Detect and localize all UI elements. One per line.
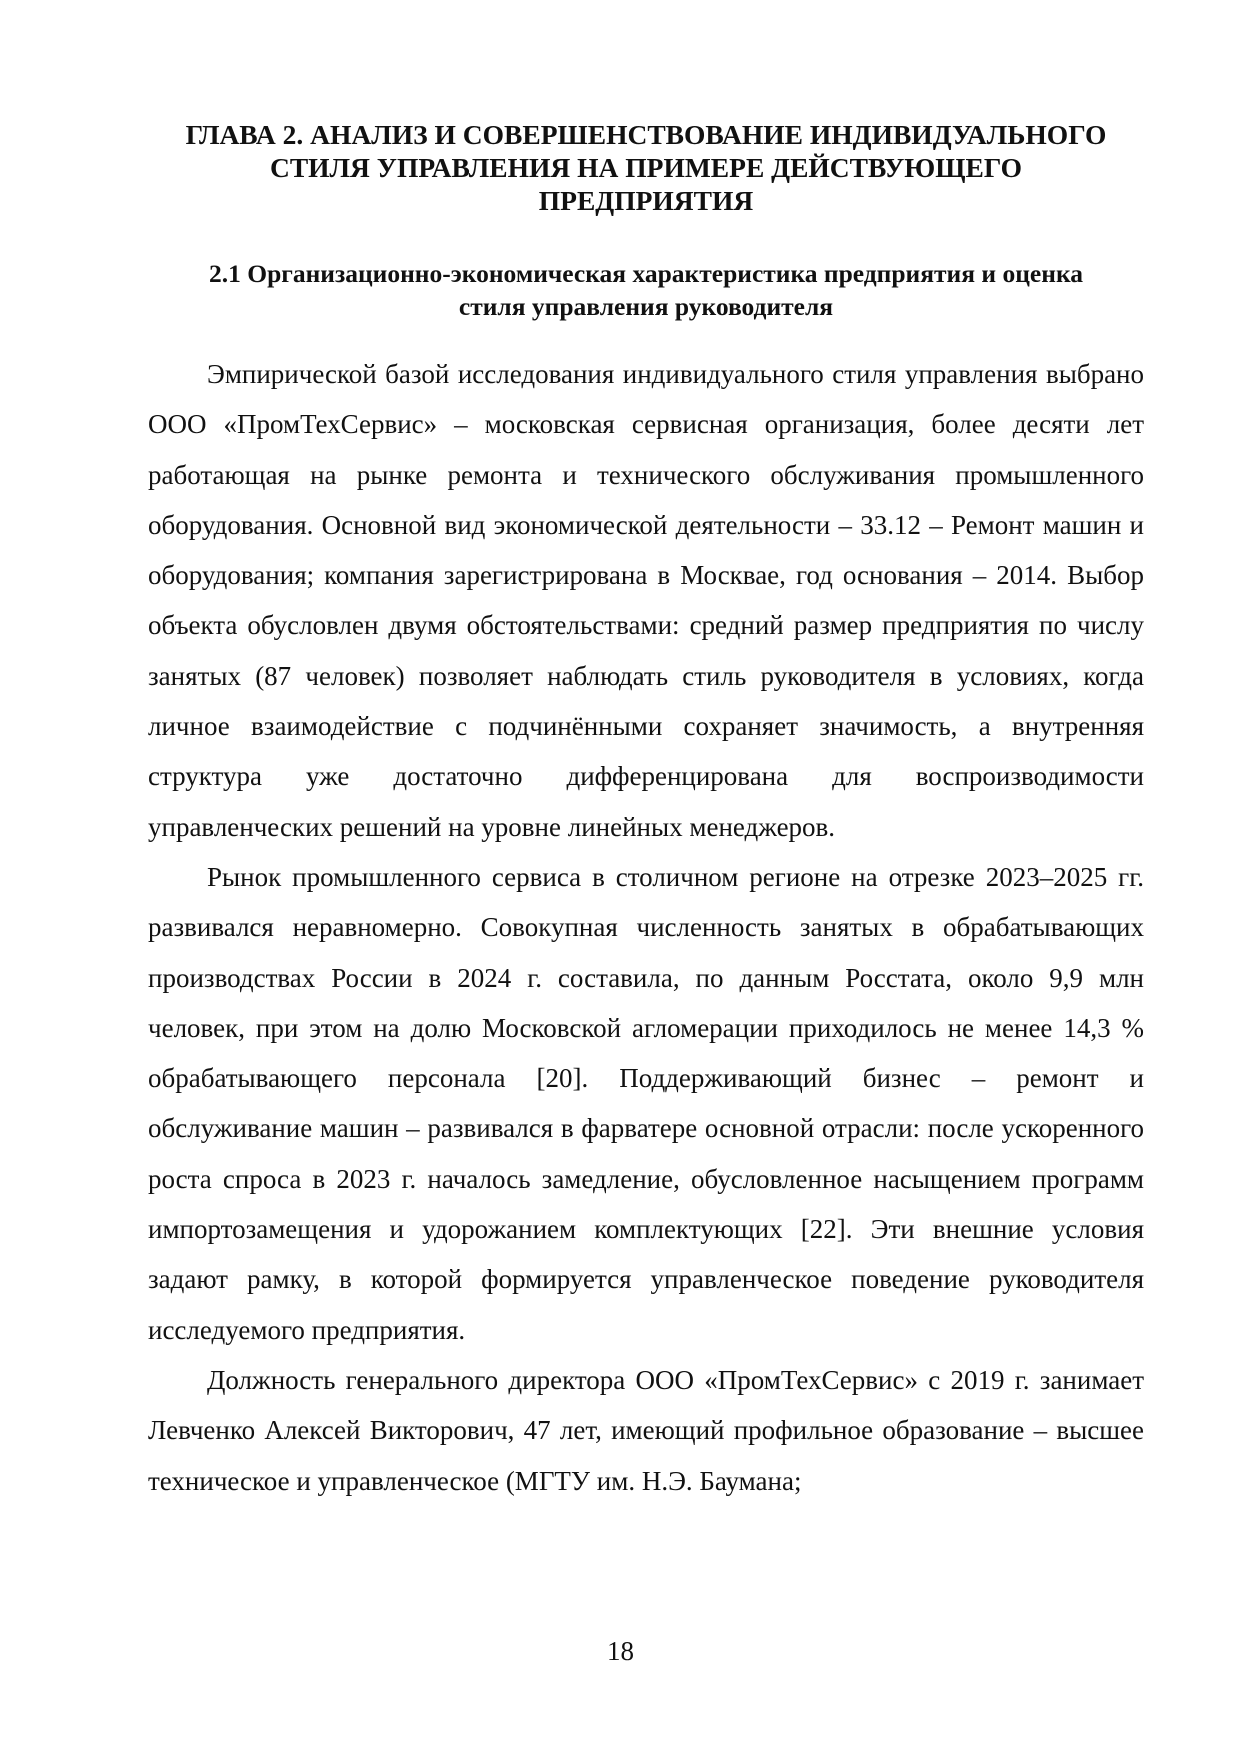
paragraph-3: Должность генерального директора ООО «ПромТехСервис» с 2019 г. занимает Левченко Алексей Викторович, 47 лет, имеющий профильное образование – высшее техническое и управленческое (МГТУ им. Н.Э. Баумана; (148, 1364, 1144, 1496)
section-title-line-2: стиля управления руководителя (458, 292, 834, 321)
body-text (148, 349, 1144, 1506)
section-title (148, 257, 1144, 323)
chapter-title-line-2: СТИЛЯ УПРАВЛЕНИЯ НА ПРИМЕРЕ ДЕЙСТВУЮЩЕГО (269, 152, 1023, 183)
document-page (148, 118, 1144, 1506)
chapter-title (148, 118, 1144, 217)
section-title-line-1: 2.1 Организационно-экономическая характеристика предприятия и оценка (209, 259, 1083, 288)
paragraph-2: Рынок промышленного сервиса в столичном регионе на отрезке 2023–2025 гг. развивался неравномерно. Совокупная численность занятых в обрабатывающих производствах России в 2024 г. составила, по данным Росстата, около 9,9 млн человек, при этом на долю Московской агломерации приходилось не менее 14,3 % обрабатывающего персонала [20]. Поддерживающий бизнес – ремонт и обслуживание машин – развивался в фарватере основной отрасли: после ускоренного роста спроса в 2023 г. началось замедление, обусловленное насыщением программ импортозамещения и удорожанием комплектующих [22]. Эти внешние условия задают рамку, в которой формируется управленческое поведение руководителя исследуемого предприятия. (148, 861, 1144, 1345)
chapter-title-line-1: ГЛАВА 2. АНАЛИЗ И СОВЕРШЕНСТВОВАНИЕ ИНДИВИДУАЛЬНОГО (185, 119, 1107, 150)
paragraph-1: Эмпирической базой исследования индивидуального стиля управления выбрано ООО «ПромТехСервис» – московская сервисная организация, более десяти лет работающая на рынке ремонта и технического обслуживания промышленного оборудования. Основной вид экономической деятельности – 33.12 – Ремонт машин и оборудования; компания зарегистрирована в Москвае, год основания – 2014. Выбор объекта обусловлен двумя обстоятельствами: средний размер предприятия по числу занятых (87 человек) позволяет наблюдать стиль руководителя в условиях, когда личное взаимодействие с подчинёнными сохраняет значимость, а внутренняя структура уже достаточно дифференцирована для воспроизводимости управленческих решений на уровне линейных менеджеров. (148, 359, 1144, 842)
page-number: 18 (607, 1636, 634, 1666)
chapter-title-line-3: ПРЕДПРИЯТИЯ (538, 185, 754, 216)
